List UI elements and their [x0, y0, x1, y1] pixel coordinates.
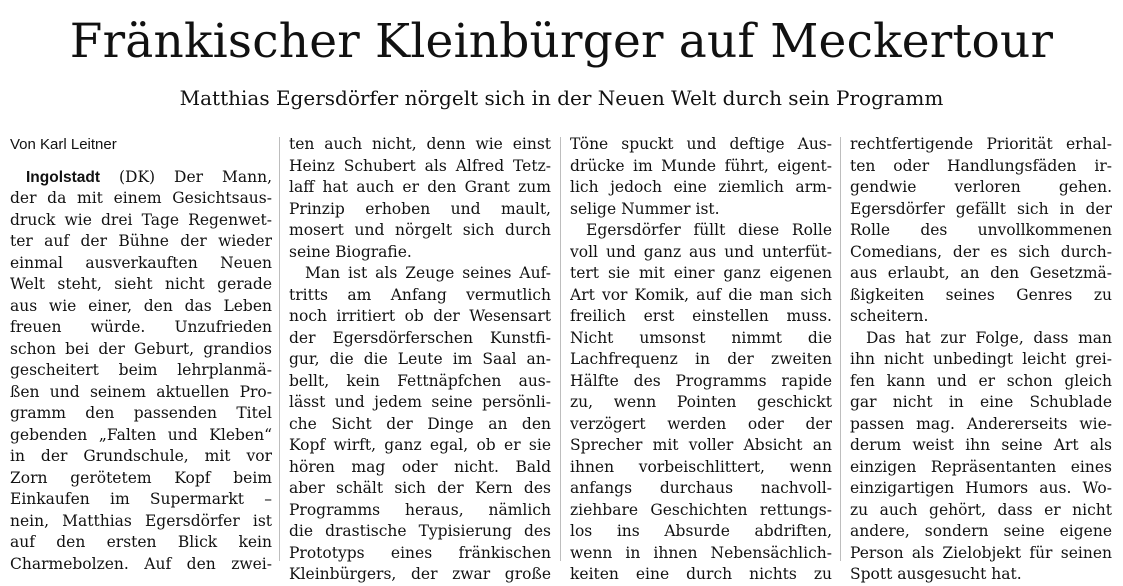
text-line: Hälfte des Programms rapide: [570, 371, 832, 390]
column-divider: [840, 137, 841, 561]
text-line: ßen und seinem aktuellen Pro-: [10, 382, 272, 401]
text-line: noch irritiert ob der Wesensart: [289, 307, 551, 325]
text-line: gur, die die Leute im Saal an-: [289, 350, 551, 368]
text-line: aus erlaubt, an den Gesetzmä-: [850, 264, 1112, 282]
paragraph-start-line: Man ist als Zeuge seines Auf-: [305, 264, 551, 282]
column-divider: [279, 137, 280, 561]
text-line: keiten eine durch nichts zu: [570, 565, 832, 583]
article-headline: Fränkischer Kleinbürger auf Meckertour: [69, 14, 1054, 69]
text-line: hören mag oder nicht. Bald: [289, 457, 551, 476]
text-line: laff hat auch er den Grant zum: [289, 178, 551, 196]
article-subheadline: Matthias Egersdörfer nörgelt sich in der Neuen Welt durch sein Programm: [179, 86, 944, 110]
paragraph-start-line: Egersdörfer füllt diese Rolle: [586, 221, 832, 239]
text-line: ßigkeiten seines Genres zu: [850, 285, 1112, 304]
text-line: bellt, kein Fettnäpfchen aus-: [289, 371, 551, 390]
text-line: Töne spuckt und deftige Aus-: [570, 135, 832, 153]
text-line: gar nicht in eine Schublade: [850, 393, 1112, 411]
text-line: schon bei der Geburt, grandios: [10, 339, 272, 358]
text-line: drücke im Munde führt, eigent-: [570, 156, 832, 175]
text-line: der da mit einem Gesichtsaus-: [10, 189, 272, 207]
text-line: Person als Zielobjekt für seinen: [850, 543, 1112, 562]
text-line: Sprecher mit voller Absicht an: [570, 436, 832, 454]
dateline: Ingolstadt: [26, 168, 101, 186]
text-line: andere, sondern seine eigene: [850, 522, 1112, 540]
text-line: einmal ausverkauften Neuen: [10, 253, 272, 272]
text-line: anfangs durchaus nachvoll-: [570, 479, 832, 497]
text-line: einzigen Repräsentanten eines: [850, 457, 1112, 476]
text-line: ihnen vorbeischlittert, wenn: [570, 457, 832, 476]
text-line: voll und ganz aus und unterfüt-: [570, 242, 832, 261]
text-line: gramm den passenden Titel: [10, 404, 272, 422]
text-line: derum weist ihn seine Art als: [850, 436, 1112, 454]
text-line: Kopf wirft, ganz egal, ob er sie: [289, 436, 551, 454]
column-divider: [560, 137, 561, 561]
text-line: Programms heraus, nämlich: [289, 500, 551, 519]
text-line: gescheitert beim lehrplanmä-: [10, 361, 272, 379]
text-line: passen mag. Andererseits wie-: [850, 414, 1112, 433]
text-line: Art vor Komik, auf die man sich: [570, 285, 832, 304]
text-line: in der Grundschule, mit vor: [10, 447, 272, 465]
text-line: freilich erst einstellen muss.: [570, 307, 832, 325]
lead-text: (DK) Der Mann,: [100, 167, 272, 186]
text-line: ten oder Handlungsfäden ir-: [850, 156, 1112, 175]
paragraph-end-line: scheitern.: [850, 307, 929, 325]
text-line: die drastische Typisierung des: [289, 522, 551, 540]
text-line: Rolle des unvollkommenen: [850, 221, 1112, 239]
text-line: einzigartigen Humors aus. Wo-: [850, 479, 1112, 497]
text-line: auf den ersten Blick kein: [10, 533, 272, 551]
text-line: gebenden „Falten und Kleben“: [10, 425, 272, 444]
text-line: mosert und nörgelt sich durch: [289, 221, 551, 239]
text-line: Lachfrequenz in der zweiten: [570, 350, 832, 368]
paragraph-end-line: Spott ausgesucht hat.: [850, 565, 1022, 583]
text-line: lich jedoch eine ziemlich arm-: [570, 178, 832, 196]
article-column-4: [850, 134, 1112, 586]
text-line: che Sicht der Dinge an den: [289, 414, 551, 433]
text-line: zu auch gehört, dass er nicht: [850, 500, 1112, 519]
text-line: Zorn gerötetem Kopf beim: [10, 468, 272, 487]
text-line: Prototyps eines fränkischen: [289, 543, 551, 562]
text-line: freuen würde. Unzufrieden: [10, 318, 272, 336]
paragraph-end-line: seine Biografie.: [289, 242, 412, 261]
text-line: fen kann und er schon gleich: [850, 371, 1112, 390]
text-line: los ins Absurde abdriften,: [570, 522, 832, 540]
text-line: der Egersdörferschen Kunstfi-: [289, 328, 551, 347]
text-line: tert sie mit einer ganz eigenen: [570, 264, 832, 282]
text-line: aber schält sich der Kern des: [289, 479, 551, 497]
text-line: Welt steht, sieht nicht gerade: [10, 275, 272, 293]
article-column-2: [289, 134, 551, 586]
text-line: Comedians, der es sich durch-: [850, 242, 1112, 261]
text-line: gendwie verloren gehen.: [850, 178, 1112, 196]
paragraph-start-line: Das hat zur Folge, dass man: [866, 328, 1112, 347]
text-line: Kleinbürgers, der zwar große: [289, 565, 551, 583]
byline: Von Karl Leitner: [10, 136, 117, 153]
text-line: verzögert werden oder der: [570, 414, 832, 433]
text-line: wenn in ihnen Nebensächlich-: [570, 543, 832, 562]
article-column-1: [10, 134, 272, 575]
text-line: ziehbare Geschichten rettungs-: [570, 500, 832, 519]
text-line: tritts am Anfang vermutlich: [289, 285, 551, 304]
text-line: zu, wenn Pointen geschickt: [570, 393, 832, 411]
text-line: Prinzip erhoben und mault,: [289, 199, 551, 218]
article-column-3: [570, 134, 832, 586]
paragraph-end-line: selige Nummer ist.: [570, 199, 720, 218]
text-line: Charmebolzen. Auf den zwei-: [10, 554, 272, 573]
article-lead-line: [10, 167, 272, 189]
text-line: nein, Matthias Egersdörfer ist: [10, 511, 272, 530]
text-line: Einkaufen im Supermarkt –: [10, 490, 272, 508]
text-line: Egersdörfer gefällt sich in der: [850, 199, 1112, 218]
text-line: ihn nicht unbedingt leicht grei-: [850, 350, 1112, 368]
text-line: lässt und jedem seine persönli-: [289, 393, 551, 411]
text-line: druck wie drei Tage Regenwet-: [10, 210, 272, 229]
text-line: aus wie einer, den das Leben: [10, 296, 272, 315]
text-line: ter auf der Bühne der wieder: [10, 232, 272, 250]
text-line: ten auch nicht, denn wie einst: [289, 135, 551, 153]
text-line: Nicht umsonst nimmt die: [570, 328, 832, 347]
text-line: Heinz Schubert als Alfred Tetz-: [289, 156, 551, 175]
text-line: rechtfertigende Priorität erhal-: [850, 135, 1112, 153]
